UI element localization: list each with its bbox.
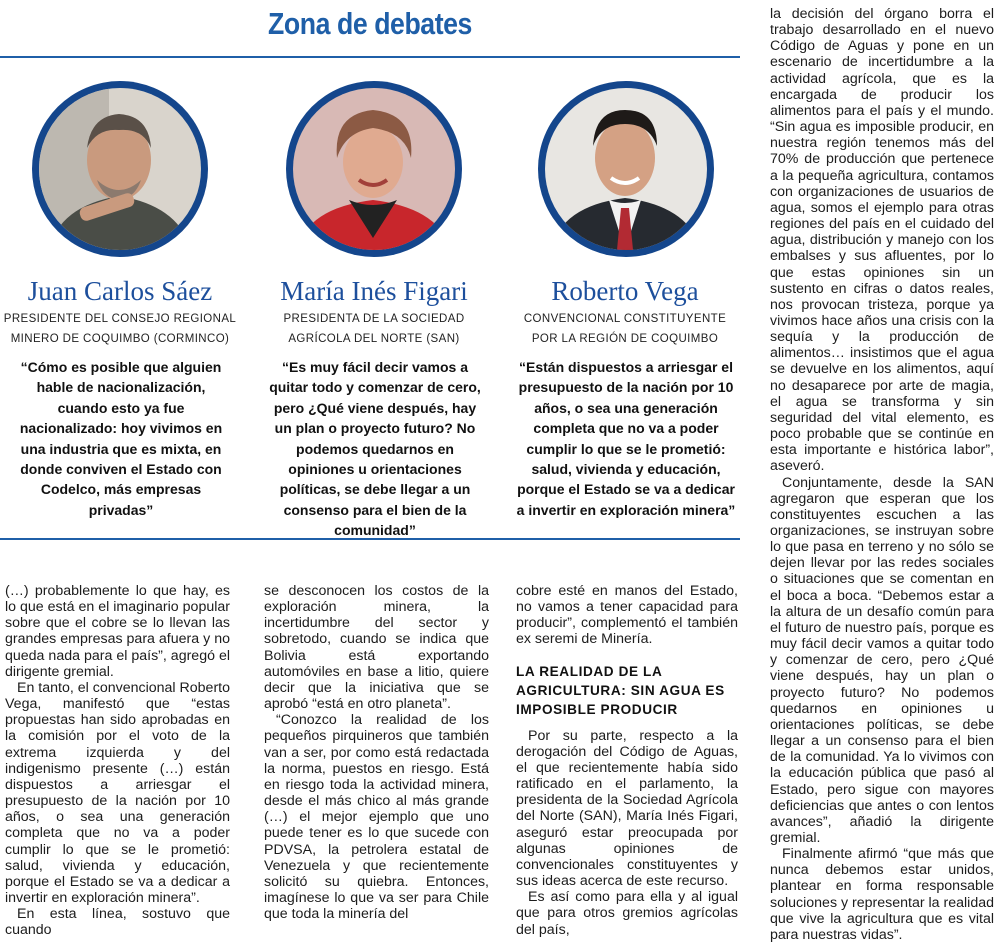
article-column-2 <box>264 583 489 922</box>
pull-quote: “Están dispuestos a arriesgar el presupuesto de la nación por 10 años, o sea una generación completa que no va a poder cumplir lo que se le prometió: salud, vivienda y educación, porque el Estado se va a dedicar a invertir en exploración minera” <box>516 359 736 518</box>
profile-name: María Inés Figari <box>280 276 468 306</box>
paragraph: Es así como para ella y al igual que para otros gremios agrícolas del país, <box>516 889 738 938</box>
man-photo-icon <box>39 88 201 250</box>
paragraph: Finalmente afirmó “que más que nunca debemos estar unidos, plantear en forma responsable soluciones y representar la realidad que vive la agricultura que es vital para nuestras vidas”. <box>770 846 994 943</box>
section-subheading: LA REALIDAD DE LA AGRICULTURA: SIN AGUA ES IMPOSIBLE PRODUCIR <box>516 663 725 717</box>
profile-role-line: PRESIDENTA DE LA SOCIEDAD <box>283 313 465 325</box>
paragraph: En tanto, el convencional Roberto Vega, manifestó que “estas propuestas han sido aprobadas en la comisión por el voto de la extrema izquierda y del indigenismo presente (…) están dispuestos a arriesgar el presupuesto de la nación por 10 años, o sea una generación completa que no va a poder cumplir lo que se le prometió: salud, vivienda y educación, porque el Estado se va a dedicar a invertir en exploración minera”. <box>5 679 230 906</box>
profile-name: Juan Carlos Sáez <box>27 276 213 306</box>
profile-role-line: AGRÍCOLA DEL NORTE (SAN) <box>288 333 460 345</box>
article-column-1 <box>5 583 230 938</box>
paragraph: se desconocen los costos de la exploración minera, la incertidumbre del sector y sobretodo, cuando se indica que Bolivia está exportando automóviles en base a litio, quiere decir que la iniciativa que se aprobó “está en otro planeta”. <box>264 583 489 713</box>
paragraph: Conjuntamente, desde la SAN agregaron que esperan que los constituyentes escuchen a las organizaciones, se instruyan sobre lo que pasa en terreno y no sólo se dejen llevar por las redes sociales o situaciones que se comentan en el boca a boca. “Debemos estar a la altura de un desafío común para el futuro de nuestro país, porque es muy fácil decir vamos a quitar todo y comenzar de cero, pero ¿Qué viene después, hay un plan o proyecto futuro? No podemos quedarnos en opiniones u orientaciones políticas, se debe llegar a un consenso para el bien de la comunidad. Ya lo vivimos con la educación pública que pasó al Estado, pero sigue con mayores deficiencias que antes o con lentos avances”, añadió la dirigente gremial. <box>770 474 994 846</box>
portrait-roberto-vega <box>538 81 714 257</box>
header-rule <box>0 56 740 58</box>
paragraph: cobre esté en manos del Estado, no vamos a tener capacidad para producir”, complementó el también ex seremi de Minería. <box>516 583 738 648</box>
portrait-maria-ines-figari <box>286 81 462 257</box>
article-column-3 <box>516 583 738 938</box>
man-suit-photo-icon <box>545 88 707 250</box>
article-column-4 <box>770 6 994 943</box>
paragraph: “Conozco la realidad de los pequeños pirquineros que también van a ser, por como está redactada la norma, puestos en riesgo. Está en riesgo toda la actividad minera, desde el más chico al más grande (…) el mejor ejemplo que uno puede tener es lo que sucede con PDVSA, la petrolera estatal de Venezuela y que recientemente solicitó su quiebra. Entonces, imagínese lo que va ser para Chile que toda la minería del <box>264 712 489 923</box>
pull-quote: “Cómo es posible que alguien hable de nacionalización, cuando esto ya fue nacionalizado: hoy vivimos en una industria que es mixta, en donde conviven el Estado con Codelco, más empresas privadas” <box>19 359 223 518</box>
profile-name: Roberto Vega <box>551 276 699 306</box>
profile-role <box>254 309 494 349</box>
pull-quote: “Es muy fácil decir vamos a quitar todo y comenzar de cero, pero ¿Qué viene después, hay un plan o proyecto futuro? No podemos quedarnos en opiniones u orientaciones políticas, se debe llegar a un consenso para el bien de la comunidad” <box>269 359 481 539</box>
paragraph: En esta línea, sostuvo que cuando <box>5 906 230 939</box>
woman-photo-icon <box>293 88 455 250</box>
portrait-juan-carlos-saez <box>32 81 208 257</box>
profile-role-line: CONVENCIONAL CONSTITUYENTE <box>523 313 727 325</box>
profile-role <box>0 309 240 349</box>
section-rule <box>0 538 740 540</box>
profile-role-line: MINERO DE COQUIMBO (CORMINCO) <box>10 333 230 345</box>
paragraph: la decisión del órgano borra el trabajo desarrollado en el nuevo Código de Aguas y pone en un escenario de incertidumbre a la actividad agrícola, que es la encargada de producir los alimentos para el país y el mundo. “Sin agua es imposible producir, en nuestra región tenemos más del 70% de producción que pertenece a la pequeña agricultura, contamos con organizaciones de usuarios de agua, somos el ejemplo para otras regiones del país en el cuidado del agua, distribución y manejo con los embalses y sus afluentes, por lo que estas opiniones sin un sustento en cifras o datos reales, nos provocan tristeza, porque ya vivimos hace años una crisis con la sequía y la producción de alimentos… insistimos que el agua se devuelve en los alimentos, aquí no desaparece por arte de magia, el agua se transforma y sin seguridad del vital elemento, es poco probable que se continúe en esta importante e histórica labor”, aseveró. <box>770 6 994 475</box>
page-title: Zona de debates <box>268 6 472 41</box>
paragraph: Por su parte, respecto a la derogación del Código de Aguas, el que recientemente había sido ratificado en el parlamento, la presidenta de la Sociedad Agrícola del Norte (SAN), María Inés Figari, aseguró estar preocupada por algunas opiniones de convencionales constituyentes y sus ideas acerca de este recurso. <box>516 727 738 890</box>
paragraph: (…) probablemente lo que hay, es lo que está en el imaginario popular sobre que el cobre se lo llevan las grandes empresas para afuera y no queda nada para el país”, agregó el dirigente gremial. <box>5 583 230 680</box>
profile-role-line: PRESIDENTE DEL CONSEJO REGIONAL <box>3 313 237 325</box>
profile-role <box>505 309 745 349</box>
profile-role-line: POR LA REGIÓN DE COQUIMBO <box>531 333 719 345</box>
